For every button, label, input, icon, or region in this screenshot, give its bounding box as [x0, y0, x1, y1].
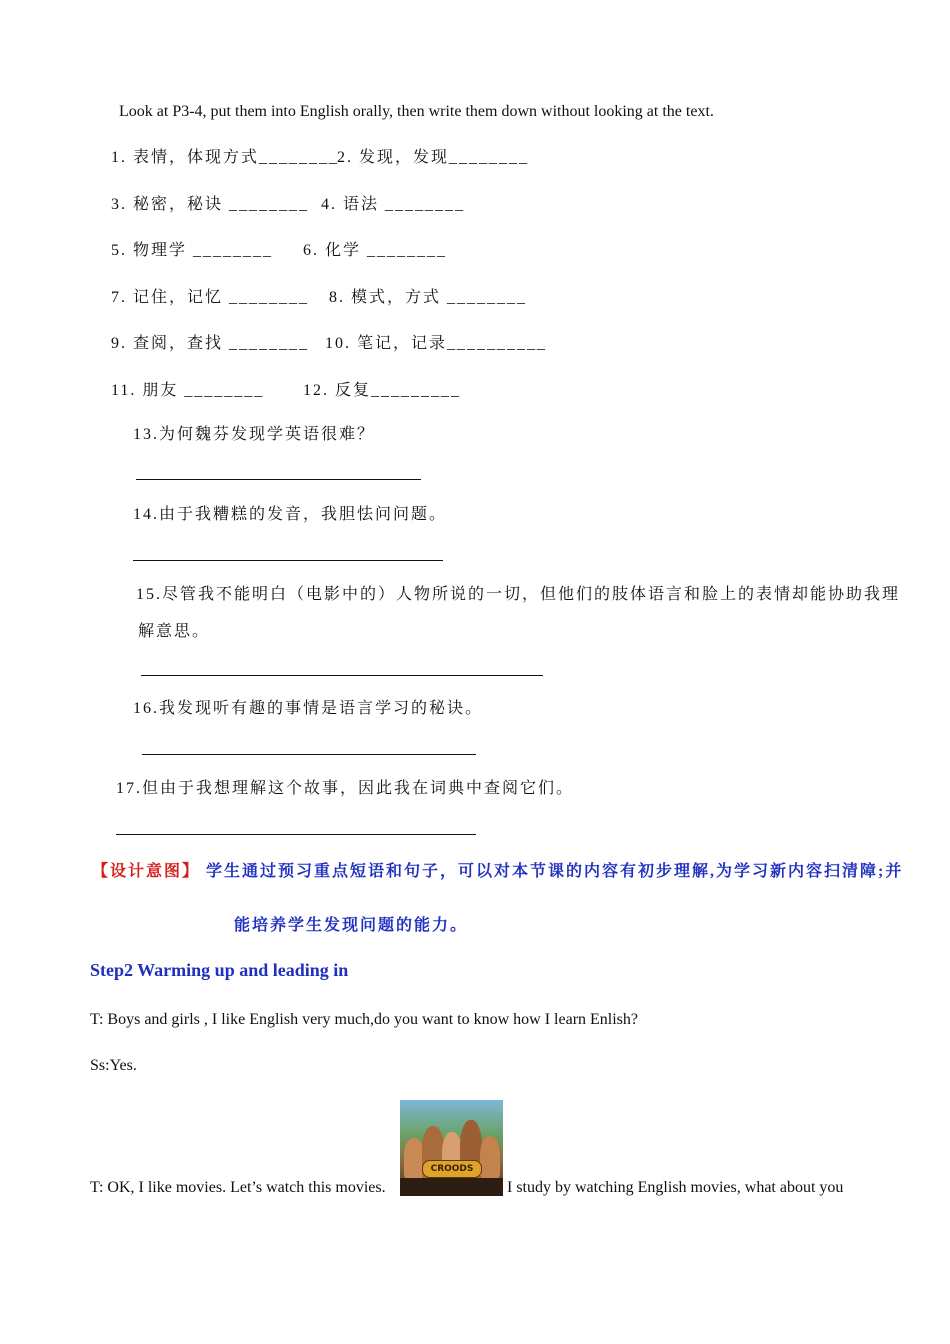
sentence-15-continuation: 解意思。: [138, 623, 211, 640]
vocab-item-3: 3. 秘密，秘诀 ________: [111, 196, 310, 213]
movie-logo: CROODS: [422, 1160, 482, 1178]
vocab-item-11: 11. 朋友 ________: [111, 382, 265, 399]
vocab-item-8: 8. 模式，方式 ________: [329, 289, 528, 306]
vocab-item-10: 10. 笔记，记录__________: [325, 335, 548, 352]
sentence-14: 14.由于我糟糕的发音，我胆怯问问题。: [133, 506, 448, 523]
instruction-text: Look at P3-4, put them into English orally, then write them down without looking at the text.: [119, 103, 714, 120]
design-intent-tag: 【设计意图】: [92, 863, 201, 880]
teacher-line-2b: I study by watching English movies, what about you: [507, 1179, 844, 1196]
sentence-15: 15.尽管我不能明白（电影中的）人物所说的一切，但他们的肢体语言和脸上的表情却能协助我理: [136, 586, 901, 603]
movie-poster-image: [400, 1100, 503, 1196]
teacher-line-1: T: Boys and girls , I like English very much,do you want to know how I learn Enlish?: [90, 1011, 639, 1028]
vocab-item-2: 2. 发现，发现________: [337, 149, 530, 166]
vocab-item-5: 5. 物理学 ________: [111, 242, 274, 259]
students-reply: Ss:Yes.: [90, 1057, 137, 1074]
answer-blank-15[interactable]: [141, 675, 543, 676]
answer-blank-14[interactable]: [133, 560, 443, 561]
answer-blank-13[interactable]: [136, 479, 421, 480]
sentence-16: 16.我发现听有趣的事情是语言学习的秘诀。: [133, 700, 484, 717]
vocab-item-4: 4. 语法 ________: [321, 196, 466, 213]
vocab-item-7: 7. 记住，记忆 ________: [111, 289, 310, 306]
design-intent-line-2: 能培养学生发现问题的能力。: [234, 917, 469, 934]
step2-heading: Step2 Warming up and leading in: [90, 960, 349, 980]
vocab-item-9: 9. 查阅，查找 ________: [111, 335, 310, 352]
sentence-13: 13.为何魏芬发现学英语很难？: [133, 426, 376, 443]
design-intent-line-1: 【设计意图】 学生通过预习重点短语和句子，可以对本节课的内容有初步理解,为学习新内容扫清障;并: [92, 863, 904, 880]
answer-blank-17[interactable]: [116, 834, 476, 835]
vocab-item-1: 1. 表情，体现方式________: [111, 149, 340, 166]
vocab-item-12: 12. 反复_________: [303, 382, 462, 399]
vocab-item-6: 6. 化学 ________: [303, 242, 448, 259]
teacher-line-2a: T: OK, I like movies. Let’s watch this movies.: [90, 1179, 386, 1196]
sentence-17: 17.但由于我想理解这个故事，因此我在词典中查阅它们。: [116, 780, 575, 797]
answer-blank-16[interactable]: [142, 754, 476, 755]
